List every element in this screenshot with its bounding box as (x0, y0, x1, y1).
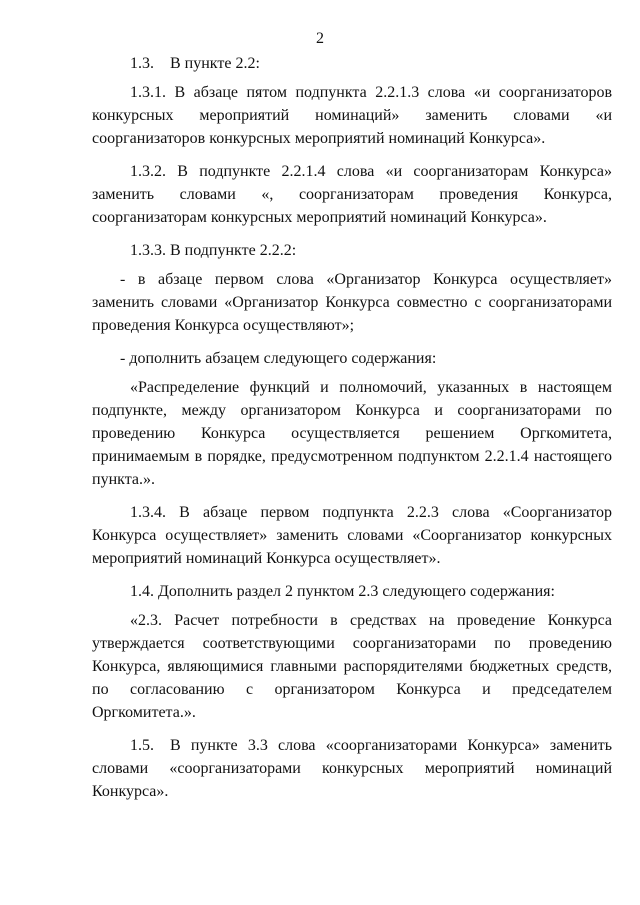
paragraph-2-3: «2.3. Расчет потребности в средствах на проведение Конкурса утверждается соответствующими соорганизаторами по проведению Конкурса, являющимися главными распорядителями бюджетных средств, по согласованию с организатором Конкурса и председателем Оргкомитета.». (92, 612, 612, 721)
paragraph-dash-add: - дополнить абзацем следующего содержания: (120, 350, 437, 367)
paragraph-1-5: 1.5. В пункте 3.3 слова «соорганизаторами Конкурса» заменить словами «соорганизаторами конкурсных мероприятий номинаций Конкурса». (92, 737, 612, 800)
paragraph-1-3: 1.3. В пункте 2.2: (130, 55, 260, 72)
paragraph-1-3-4: 1.3.4. В абзаце первом подпункта 2.2.3 слова «Соорганизатор Конкурса осуществляет» заменить словами «Соорганизатор конкурсных мероприятий номинаций Конкурса осуществляет». (92, 504, 612, 567)
paragraph-1-3-1: 1.3.1. В абзаце пятом подпункта 2.2.1.3 слова «и соорганизаторов конкурсных мероприятий номинаций» заменить словами «и соорганизаторов конкурсных мероприятий номинаций Конкурса». (92, 84, 612, 147)
paragraph-1-3-3: 1.3.3. В подпункте 2.2.2: (130, 242, 297, 259)
page-number: 2 (316, 30, 324, 47)
paragraph-1-3-2: 1.3.2. В подпункте 2.2.1.4 слова «и соорганизаторам Конкурса» заменить словами «, соорганизаторам проведения Конкурса, соорганизаторам конкурсных мероприятий номинаций Конкурса». (92, 163, 612, 226)
paragraph-dash-first: - в абзаце первом слова «Организатор Конкурса осуществляет» заменить словами «Организатор Конкурса совместно с соорганизаторами проведения Конкурса осуществляют»; (92, 271, 612, 334)
document-body (92, 52, 612, 809)
paragraph-distribution: «Распределение функций и полномочий, указанных в настоящем подпункте, между организатором Конкурса и соорганизаторами по проведению Конкурса осуществляется решением Оргкомитета, принимаемым в порядке, предусмотренном подпунктом 2.2.1.4 настоящего пункта.». (92, 379, 612, 488)
paragraph-1-4: 1.4. Дополнить раздел 2 пунктом 2.3 следующего содержания: (130, 583, 555, 600)
